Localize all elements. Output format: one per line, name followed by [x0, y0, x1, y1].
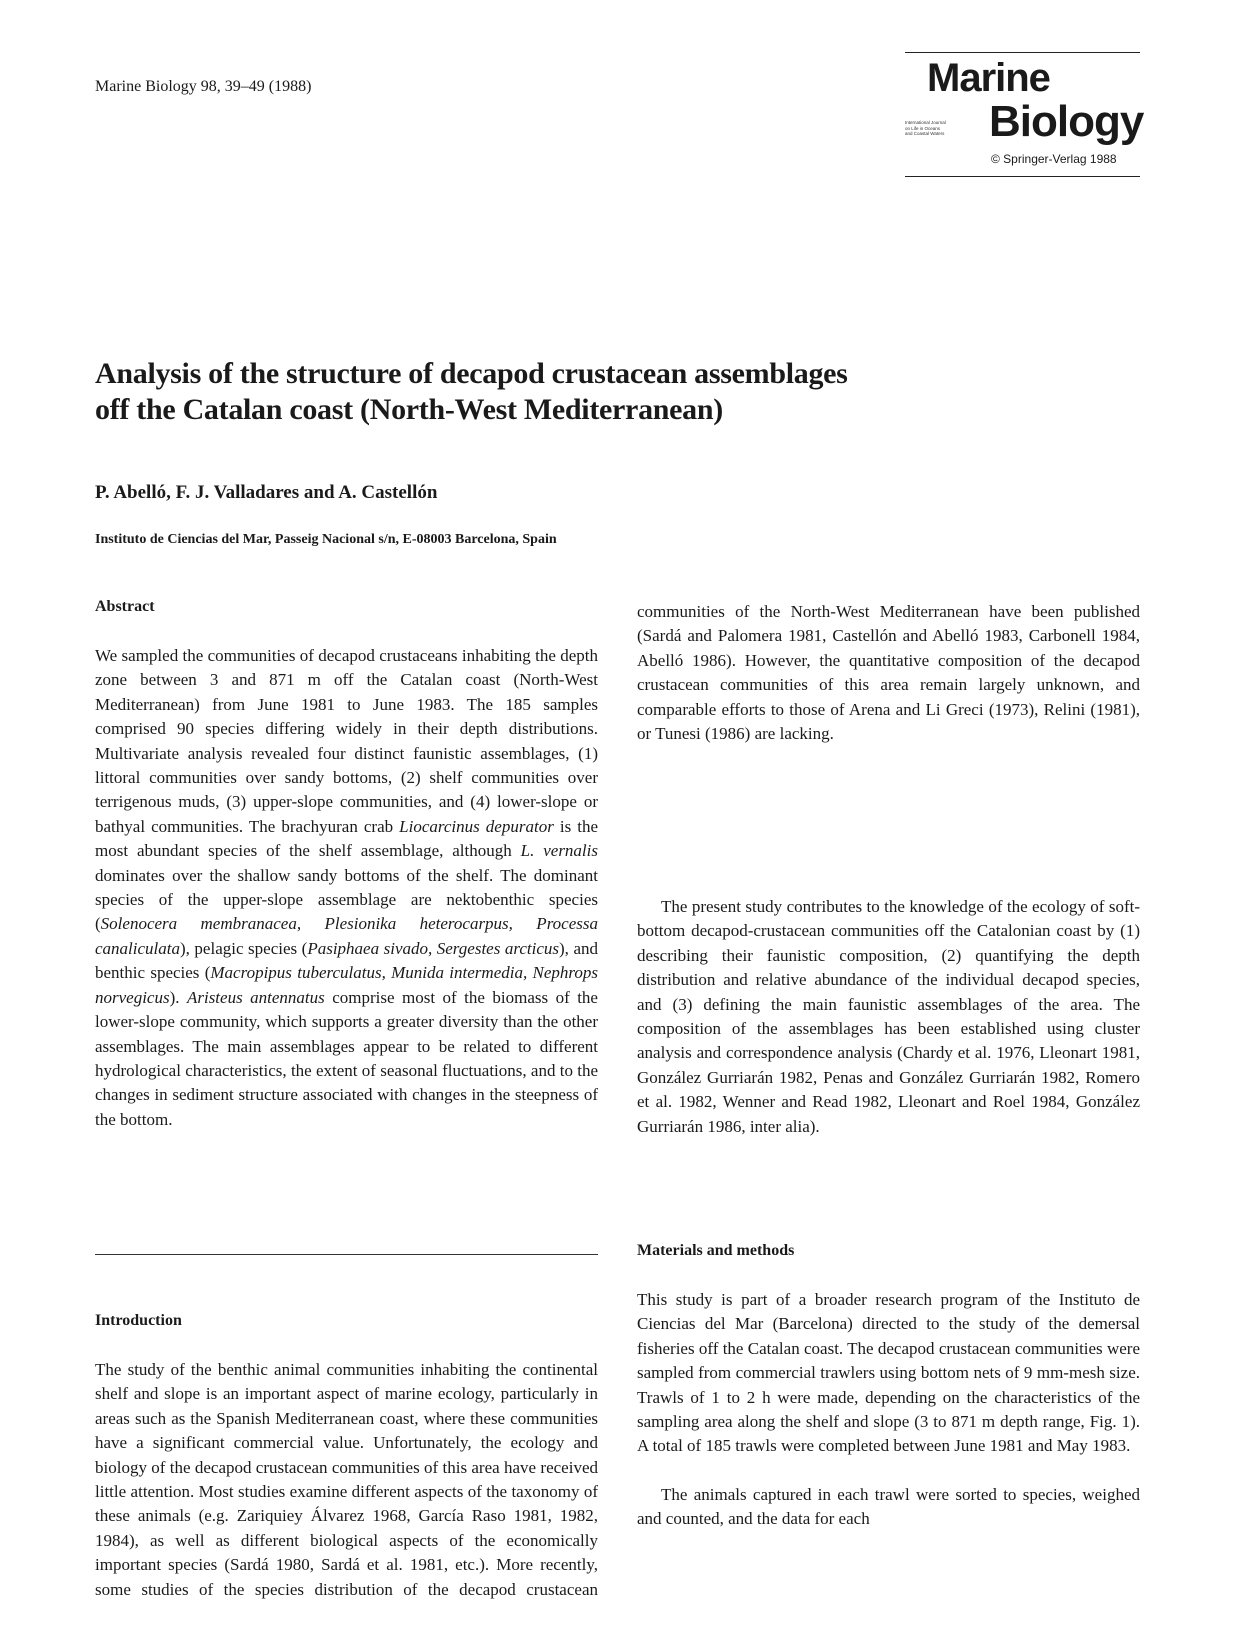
logo-word-biology: Biology: [989, 97, 1144, 146]
logo-tagline-line: International Journal: [905, 120, 946, 125]
journal-logo: [905, 52, 1144, 182]
abstract-text: ), and benthic species (: [95, 938, 598, 983]
logo-tagline: [905, 120, 985, 137]
abstract-text: ), pelagic species (: [179, 938, 308, 958]
abstract-text: ).: [169, 987, 187, 1007]
abstract-divider: [95, 1254, 598, 1255]
abstract-paragraph: [95, 644, 598, 1132]
abstract-text: comprise most of the biomass of the lower-slope community, which supports a greater diversity than the other assemblages. The main assemblages appear to be related to different hydrological characteristics, the extent of seasonal fluctuations, and to the changes in sediment structure associated with changes in the steepness of the bottom.: [95, 987, 598, 1129]
introduction-paragraph: The study of the benthic animal communities inhabiting the continental shelf and slope is an important aspect of marine ecology, particularly in areas such as the Spanish Mediterranean coast, where these communities have a significant commercial value. Unfortunately, the ecology and biology of the decapod crustacean communities of this area have received little attention. Most studies examine different aspects of the taxonomy of these animals (e.g. Zariquiey Álvarez 1968, García Raso 1981, 1982, 1984), as well as different biological aspects of the economically important species (Sardá 1980, Sardá et al. 1981, etc.). More recently, some studies of the species distribution of the decapod crustacean: [95, 1360, 598, 1599]
introduction-paragraph: The present study contributes to the knowledge of the ecology of soft-bottom decapod-crustacean communities off the Catalonian coast by (1) describing their faunistic composition, (2) quantifying the depth distribution and relative abundance of the individual decapod species, and (3) defining the main faunistic assemblages of the area. The composition of the assemblages has been established using cluster analysis and correspondence analysis (Chardy et al. 1976, Lleonart 1981, González Gurriarán 1982, Penas and González Gurriarán 1982, Romero et al. 1982, Wenner and Read 1982, Lleonart and Roel 1984, González Gurriarán 1986, inter alia).: [637, 897, 1140, 1136]
abstract-heading: Abstract: [95, 598, 155, 615]
methods-paragraph: This study is part of a broader research program of the Instituto de Ciencias del Mar (Barcelona) directed to the study of the demersal fisheries off the Catalan coast. The decapod crustacean communities were sampled from commercial trawlers using bottom nets of 9 mm-mesh size. Trawls of 1 to 2 h were made, depending on the characteristics of the sampling area along the shelf and slope (3 to 871 m depth range, Fig. 1). A total of 185 trawls were completed between June 1981 and May 1983.: [637, 1290, 1140, 1456]
abstract-text: is the most abundant species of the shelf assemblage, although: [95, 816, 599, 861]
logo-copyright: © Springer-Verlag 1988: [991, 152, 1117, 166]
species-name: L. vernalis: [520, 841, 598, 861]
abstract-text: We sampled the communities of decapod crustaceans inhabiting the depth zone between 3 and 871 m off the Catalan coast (North-West Mediterranean) from June 1981 to June 1983. The 185 samples comprised 90 species differing widely in their depth distributions. Multivariate analysis revealed four distinct faunistic assemblages, (1) littoral communities over sandy bottoms, (2) shelf communities over terrigenous muds, (3) upper-slope communities, and (4) lower-slope or bathyal communities. The brachyuran crab: [95, 646, 598, 836]
logo-tagline-line: and Coastal Waters: [905, 131, 945, 136]
species-name: Pasiphaea sivado, Sergestes arcticus: [307, 938, 560, 958]
logo-top-rule: [905, 52, 1140, 53]
introduction-paragraph-continued: communities of the North-West Mediterranean have been published (Sardá and Palomera 1981, Castellón and Abelló 1983, Carbonell 1984, Abelló 1986). However, the quantitative composition of the decapod crustacean communities of this area remain largely unknown, and comparable efforts to those of Arena and Li Greci (1973), Relini (1981), or Tunesi (1986) are lacking.: [637, 602, 1140, 744]
species-name: Solenocera membranacea, Plesionika heterocarpus, Processa canaliculata: [95, 914, 598, 958]
logo-tagline-line: on Life in Oceans: [905, 125, 941, 131]
species-name: Liocarcinus depurator: [399, 816, 554, 836]
article-authors: P. Abelló, F. J. Valladares and A. Castellón: [95, 482, 438, 503]
species-name: Macropipus tuberculatus, Munida intermedia, Nephrops norvegicus: [95, 963, 598, 1007]
species-name: Aristeus antennatus: [186, 987, 325, 1007]
introduction-column-right: [637, 600, 1140, 893]
article-title-line: off the Catalan coast (North-West Mediterranean): [95, 393, 723, 426]
article-title-line: Analysis of the structure of decapod crustacean assemblages: [95, 357, 848, 390]
introduction-heading: Introduction: [95, 1312, 182, 1329]
methods-paragraph: The animals captured in each trawl were sorted to species, weighed and counted, and the data for each: [637, 1485, 1140, 1529]
journal-citation: Marine Biology 98, 39–49 (1988): [95, 78, 312, 95]
logo-bottom-rule: [905, 176, 1140, 177]
abstract-text: dominates over the shallow sandy bottoms of the shelf. The dominant species of the upper-slope assemblage are nektobenthic species (: [95, 865, 598, 934]
article-title: [95, 356, 995, 428]
methods-heading: Materials and methods: [637, 1242, 795, 1259]
logo-word-marine: Marine: [927, 56, 1050, 100]
author-affiliation: Instituto de Ciencias del Mar, Passeig Nacional s/n, E-08003 Barcelona, Spain: [95, 532, 557, 547]
introduction-column-left: [95, 1358, 598, 1602]
